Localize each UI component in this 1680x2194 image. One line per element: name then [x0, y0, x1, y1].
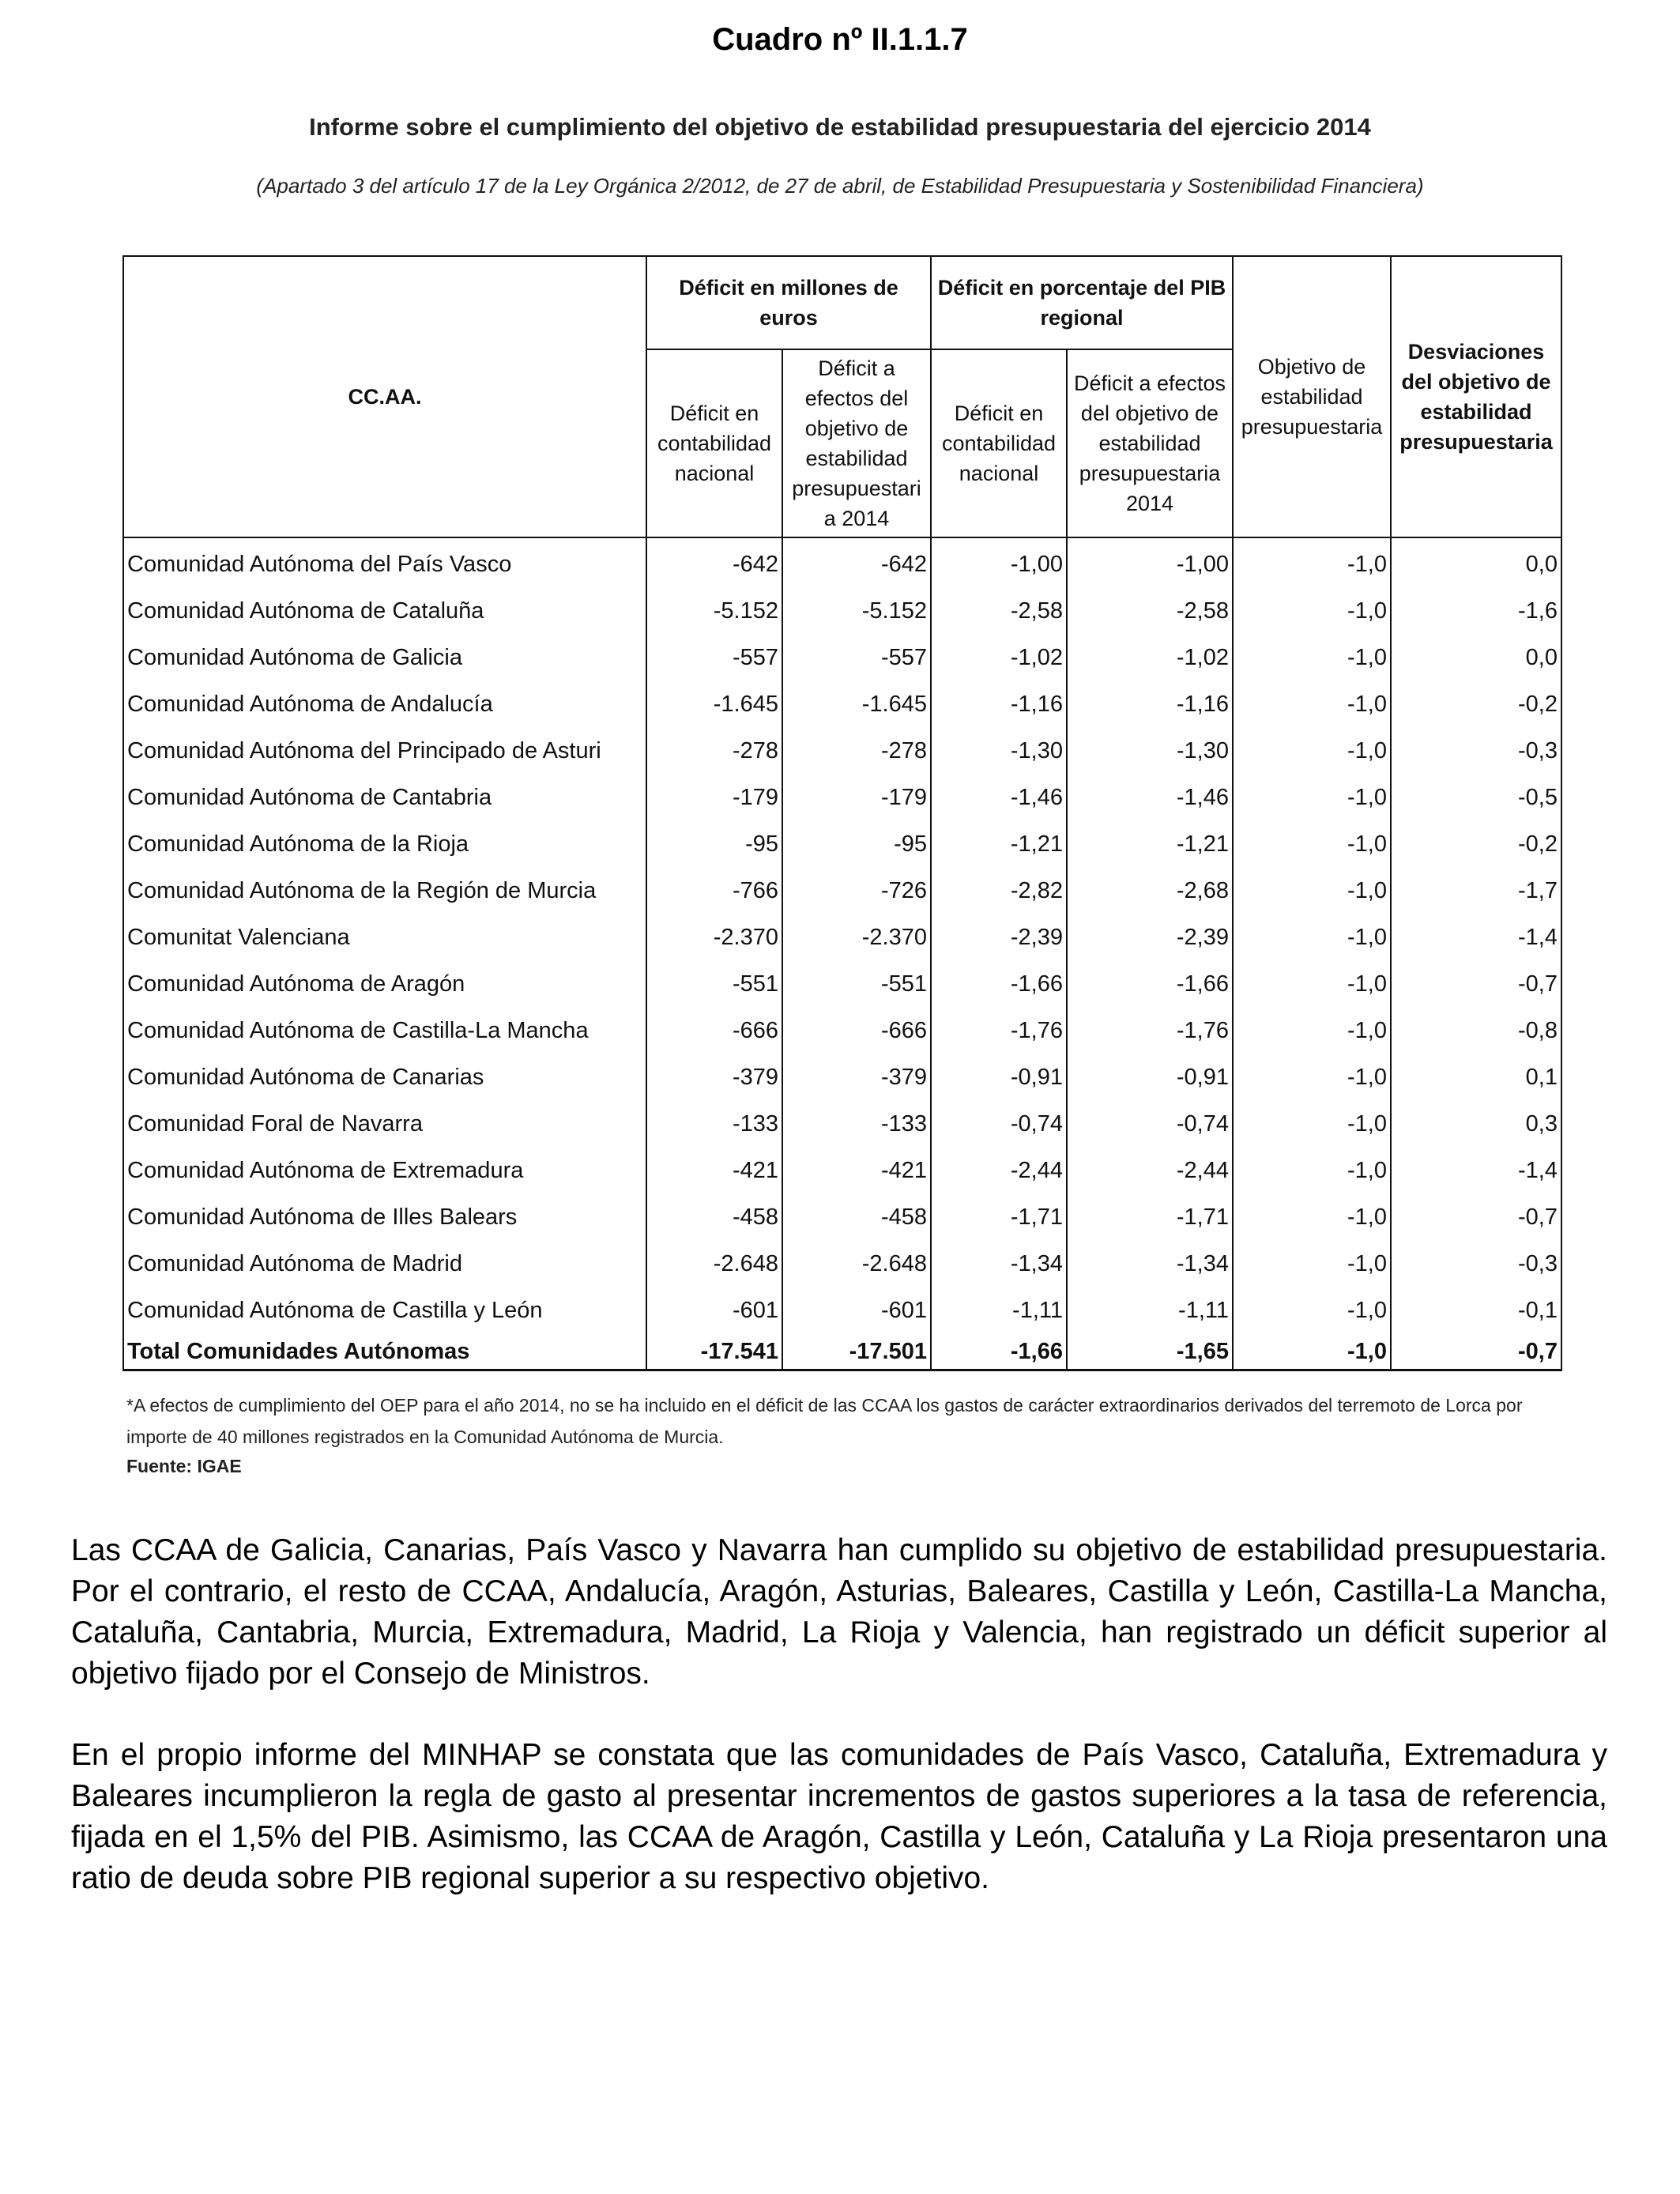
- table-row: [123, 1101, 1561, 1148]
- cell-objetivo: -1,0: [1233, 1008, 1391, 1054]
- cell-deficit-efectos-pib: -2,68: [1067, 868, 1233, 914]
- cell-deficit-efectos-pib: -1,00: [1067, 537, 1233, 588]
- cell-deficit-efectos-pib: -1,76: [1067, 1008, 1233, 1054]
- cell-deficit-efectos-millones: -379: [782, 1054, 931, 1101]
- cell-deficit-efectos-pib: -1,66: [1067, 961, 1233, 1008]
- table-row: [123, 728, 1561, 775]
- cell-deficit-efectos-pib: -2,44: [1067, 1148, 1233, 1194]
- cell-deficit-efectos-pib: -1,30: [1067, 728, 1233, 775]
- cell-deficit-cn-pib: -1,16: [931, 681, 1067, 728]
- cell-desviacion: -0,3: [1391, 1241, 1561, 1287]
- cuadro-title: Cuadro nº II.1.1.7: [712, 22, 968, 57]
- cell-deficit-cn-millones: -5.152: [646, 588, 782, 635]
- cell-objetivo: -1,0: [1233, 1148, 1391, 1194]
- header-contabilidad-nacional-pib: Déficit en contabilidad nacional: [931, 349, 1067, 537]
- cell-desviacion: 0,0: [1391, 537, 1561, 588]
- cell-deficit-cn-millones: -421: [646, 1148, 782, 1194]
- cell-ccaa-name: Comunidad Autónoma de Galicia: [123, 635, 646, 681]
- cell-deficit-efectos-millones: -557: [782, 635, 931, 681]
- cell-deficit-efectos-pib: -1,21: [1067, 821, 1233, 868]
- header-group-millones: Déficit en millones de euros: [646, 256, 931, 349]
- cell-objetivo: -1,0: [1233, 868, 1391, 914]
- cell-deficit-efectos-pib: -1,65: [1067, 1334, 1233, 1370]
- table-row: [123, 1287, 1561, 1334]
- cell-ccaa-name: Comunitat Valenciana: [123, 914, 646, 961]
- cell-deficit-efectos-millones: -278: [782, 728, 931, 775]
- header-objetivo: Objetivo de estabilidad presupuestaria: [1233, 256, 1391, 537]
- cell-objetivo: -1,0: [1233, 1054, 1391, 1101]
- cell-deficit-cn-pib: -0,74: [931, 1101, 1067, 1148]
- cell-desviacion: -0,2: [1391, 681, 1561, 728]
- table-row: [123, 961, 1561, 1008]
- cell-deficit-efectos-pib: -0,74: [1067, 1101, 1233, 1148]
- cell-deficit-cn-pib: -1,00: [931, 537, 1067, 588]
- table-row: [123, 1148, 1561, 1194]
- header-efectos-pib: Déficit a efectos del objetivo de estabilidad presupuestaria 2014: [1067, 349, 1233, 537]
- cell-deficit-cn-pib: -1,76: [931, 1008, 1067, 1054]
- cell-desviacion: -0,7: [1391, 961, 1561, 1008]
- cell-deficit-cn-millones: -179: [646, 775, 782, 821]
- table-body: [123, 537, 1561, 1370]
- cell-deficit-efectos-pib: -1,16: [1067, 681, 1233, 728]
- cell-objetivo: -1,0: [1233, 775, 1391, 821]
- header-contabilidad-nacional: Déficit en contabilidad nacional: [646, 349, 782, 537]
- cell-ccaa-name: Comunidad Autónoma de Castilla-La Mancha: [123, 1008, 646, 1054]
- cell-ccaa-name: Comunidad Autónoma de Madrid: [123, 1241, 646, 1287]
- table-row: [123, 681, 1561, 728]
- cell-ccaa-name: Comunidad Autónoma de la Rioja: [123, 821, 646, 868]
- cell-desviacion: -0,5: [1391, 775, 1561, 821]
- cell-objetivo: -1,0: [1233, 1287, 1391, 1334]
- header-desviaciones: Desviaciones del objetivo de estabilidad presupuestaria: [1391, 256, 1561, 537]
- cell-desviacion: 0,3: [1391, 1101, 1561, 1148]
- cell-ccaa-name: Comunidad Autónoma de Cantabria: [123, 775, 646, 821]
- cell-deficit-efectos-millones: -421: [782, 1148, 931, 1194]
- cell-deficit-cn-pib: -1,02: [931, 635, 1067, 681]
- cell-deficit-efectos-millones: -179: [782, 775, 931, 821]
- cell-deficit-cn-millones: -458: [646, 1194, 782, 1241]
- cell-desviacion: -0,1: [1391, 1287, 1561, 1334]
- cell-deficit-efectos-pib: -1,02: [1067, 635, 1233, 681]
- cell-deficit-cn-pib: -1,66: [931, 961, 1067, 1008]
- cell-ccaa-name: Comunidad Autónoma del Principado de Asturi: [123, 728, 646, 775]
- cell-desviacion: -0,3: [1391, 728, 1561, 775]
- cell-deficit-efectos-millones: -551: [782, 961, 931, 1008]
- cell-deficit-efectos-millones: -666: [782, 1008, 931, 1054]
- cell-deficit-efectos-pib: -1,46: [1067, 775, 1233, 821]
- cell-desviacion: -0,7: [1391, 1334, 1561, 1370]
- cell-deficit-cn-millones: -666: [646, 1008, 782, 1054]
- cell-objetivo: -1,0: [1233, 635, 1391, 681]
- cell-desviacion: 0,1: [1391, 1054, 1561, 1101]
- cell-deficit-cn-millones: -642: [646, 537, 782, 588]
- cell-ccaa-name: Comunidad Autónoma de Castilla y León: [123, 1287, 646, 1334]
- cell-ccaa-name: Total Comunidades Autónomas: [123, 1334, 646, 1370]
- cell-deficit-efectos-pib: -2,39: [1067, 914, 1233, 961]
- cell-deficit-cn-pib: -1,34: [931, 1241, 1067, 1287]
- table-row: [123, 914, 1561, 961]
- cell-deficit-cn-pib: -1,21: [931, 821, 1067, 868]
- cell-objetivo: -1,0: [1233, 961, 1391, 1008]
- cell-deficit-efectos-millones: -2.370: [782, 914, 931, 961]
- cell-ccaa-name: Comunidad Autónoma de Extremadura: [123, 1148, 646, 1194]
- cell-deficit-cn-millones: -379: [646, 1054, 782, 1101]
- cell-objetivo: -1,0: [1233, 914, 1391, 961]
- cell-deficit-cn-millones: -1.645: [646, 681, 782, 728]
- cell-deficit-cn-millones: -2.370: [646, 914, 782, 961]
- cell-deficit-efectos-pib: -2,58: [1067, 588, 1233, 635]
- cell-ccaa-name: Comunidad Autónoma de la Región de Murcia: [123, 868, 646, 914]
- header-efectos-millones: Déficit a efectos del objetivo de estabilidad presupuestari a 2014: [782, 349, 931, 537]
- cell-objetivo: -1,0: [1233, 1241, 1391, 1287]
- cell-deficit-cn-millones: -17.541: [646, 1334, 782, 1370]
- cell-deficit-cn-pib: -2,82: [931, 868, 1067, 914]
- cell-deficit-cn-pib: -1,11: [931, 1287, 1067, 1334]
- cell-desviacion: -1,4: [1391, 914, 1561, 961]
- table-row: [123, 537, 1561, 588]
- cell-ccaa-name: Comunidad Autónoma de Illes Balears: [123, 1194, 646, 1241]
- cell-deficit-cn-pib: -2,44: [931, 1148, 1067, 1194]
- cell-deficit-efectos-millones: -458: [782, 1194, 931, 1241]
- cell-ccaa-name: Comunidad Autónoma de Cataluña: [123, 588, 646, 635]
- cell-deficit-efectos-millones: -17.501: [782, 1334, 931, 1370]
- cell-deficit-efectos-millones: -726: [782, 868, 931, 914]
- cell-objetivo: -1,0: [1233, 1101, 1391, 1148]
- cell-deficit-efectos-millones: -2.648: [782, 1241, 931, 1287]
- table-row: [123, 635, 1561, 681]
- report-title: Informe sobre el cumplimiento del objetivo de estabilidad presupuestaria del ejercicio 2014: [309, 113, 1371, 141]
- cell-desviacion: -0,2: [1391, 821, 1561, 868]
- table-row: [123, 868, 1561, 914]
- header-ccaa: CC.AA.: [123, 256, 646, 537]
- paragraph-compliance: Las CCAA de Galicia, Canarias, País Vasco y Navarra han cumplido su objetivo de estabilidad presupuestaria. Por el contrario, el resto de CCAA, Andalucía, Aragón, Asturias, Baleares, Castilla y León, Castilla-La Mancha, Cataluña, Cantabria, Murcia, Extremadura, Madrid, La Rioja y Valencia, han registrado un déficit superior al objetivo fijado por el Consejo de Ministros.: [71, 1533, 1607, 1691]
- cell-desviacion: 0,0: [1391, 635, 1561, 681]
- stability-table: [122, 255, 1562, 1371]
- total-row: [123, 1334, 1561, 1370]
- cell-deficit-cn-pib: -0,91: [931, 1054, 1067, 1101]
- cell-deficit-efectos-millones: -601: [782, 1287, 931, 1334]
- cell-deficit-efectos-pib: -1,71: [1067, 1194, 1233, 1241]
- cell-objetivo: -1,0: [1233, 681, 1391, 728]
- cell-ccaa-name: Comunidad Foral de Navarra: [123, 1101, 646, 1148]
- cell-ccaa-name: Comunidad Autónoma de Andalucía: [123, 681, 646, 728]
- header-group-pib: Déficit en porcentaje del PIB regional: [931, 256, 1233, 349]
- cell-deficit-cn-pib: -1,71: [931, 1194, 1067, 1241]
- cell-desviacion: -0,8: [1391, 1008, 1561, 1054]
- cell-deficit-cn-pib: -2,39: [931, 914, 1067, 961]
- cell-deficit-cn-millones: -95: [646, 821, 782, 868]
- cell-deficit-efectos-millones: -133: [782, 1101, 931, 1148]
- cell-desviacion: -1,4: [1391, 1148, 1561, 1194]
- cell-deficit-cn-pib: -2,58: [931, 588, 1067, 635]
- table-row: [123, 1194, 1561, 1241]
- paragraph-minhap: En el propio informe del MINHAP se constata que las comunidades de País Vasco, Cataluña, Extremadura y Baleares incumplieron la regla de gasto al presentar incrementos de gastos superiores a la tasa de referencia, fijada en el 1,5% del PIB. Asimismo, las CCAA de Aragón, Castilla y León, Cataluña y La Rioja presentaron una ratio de deuda sobre PIB regional superior a su respectivo objetivo.: [71, 1738, 1607, 1895]
- cell-deficit-cn-millones: -278: [646, 728, 782, 775]
- cell-objetivo: -1,0: [1233, 537, 1391, 588]
- table-row: [123, 1008, 1561, 1054]
- source-note: Fuente: IGAE: [126, 1456, 242, 1476]
- cell-deficit-cn-millones: -766: [646, 868, 782, 914]
- cell-deficit-cn-millones: -133: [646, 1101, 782, 1148]
- cell-desviacion: -0,7: [1391, 1194, 1561, 1241]
- cell-deficit-cn-millones: -551: [646, 961, 782, 1008]
- cell-deficit-cn-pib: -1,46: [931, 775, 1067, 821]
- cell-objetivo: -1,0: [1233, 588, 1391, 635]
- cell-deficit-efectos-millones: -95: [782, 821, 931, 868]
- cell-objetivo: -1,0: [1233, 728, 1391, 775]
- footnote: *A efectos de cumplimiento del OEP para el año 2014, no se ha incluido en el déficit de las CCAA los gastos de carácter extraordinarios derivados del terremoto de Lorca por importe de 40 millones registrados en la Comunidad Autónoma de Murcia.: [126, 1395, 1523, 1447]
- table-row: [123, 1054, 1561, 1101]
- cell-desviacion: -1,7: [1391, 868, 1561, 914]
- cell-desviacion: -1,6: [1391, 588, 1561, 635]
- cell-deficit-efectos-millones: -1.645: [782, 681, 931, 728]
- cell-deficit-efectos-pib: -1,11: [1067, 1287, 1233, 1334]
- cell-objetivo: -1,0: [1233, 821, 1391, 868]
- cell-deficit-efectos-pib: -1,34: [1067, 1241, 1233, 1287]
- cell-ccaa-name: Comunidad Autónoma del País Vasco: [123, 537, 646, 588]
- cell-deficit-cn-millones: -557: [646, 635, 782, 681]
- table-row: [123, 775, 1561, 821]
- table-row: [123, 1241, 1561, 1287]
- cell-ccaa-name: Comunidad Autónoma de Aragón: [123, 961, 646, 1008]
- cell-objetivo: -1,0: [1233, 1194, 1391, 1241]
- cell-deficit-efectos-millones: -642: [782, 537, 931, 588]
- cell-deficit-cn-pib: -1,30: [931, 728, 1067, 775]
- cell-deficit-cn-pib: -1,66: [931, 1334, 1067, 1370]
- cell-deficit-cn-millones: -2.648: [646, 1241, 782, 1287]
- cell-objetivo: -1,0: [1233, 1334, 1391, 1370]
- cell-ccaa-name: Comunidad Autónoma de Canarias: [123, 1054, 646, 1101]
- cell-deficit-cn-millones: -601: [646, 1287, 782, 1334]
- report-subtitle: (Apartado 3 del artículo 17 de la Ley Orgánica 2/2012, de 27 de abril, de Estabilidad Presupuestaria y Sostenibilidad Financiera): [256, 174, 1424, 198]
- table-row: [123, 588, 1561, 635]
- cell-deficit-efectos-pib: -0,91: [1067, 1054, 1233, 1101]
- table-row: [123, 821, 1561, 868]
- cell-deficit-efectos-millones: -5.152: [782, 588, 931, 635]
